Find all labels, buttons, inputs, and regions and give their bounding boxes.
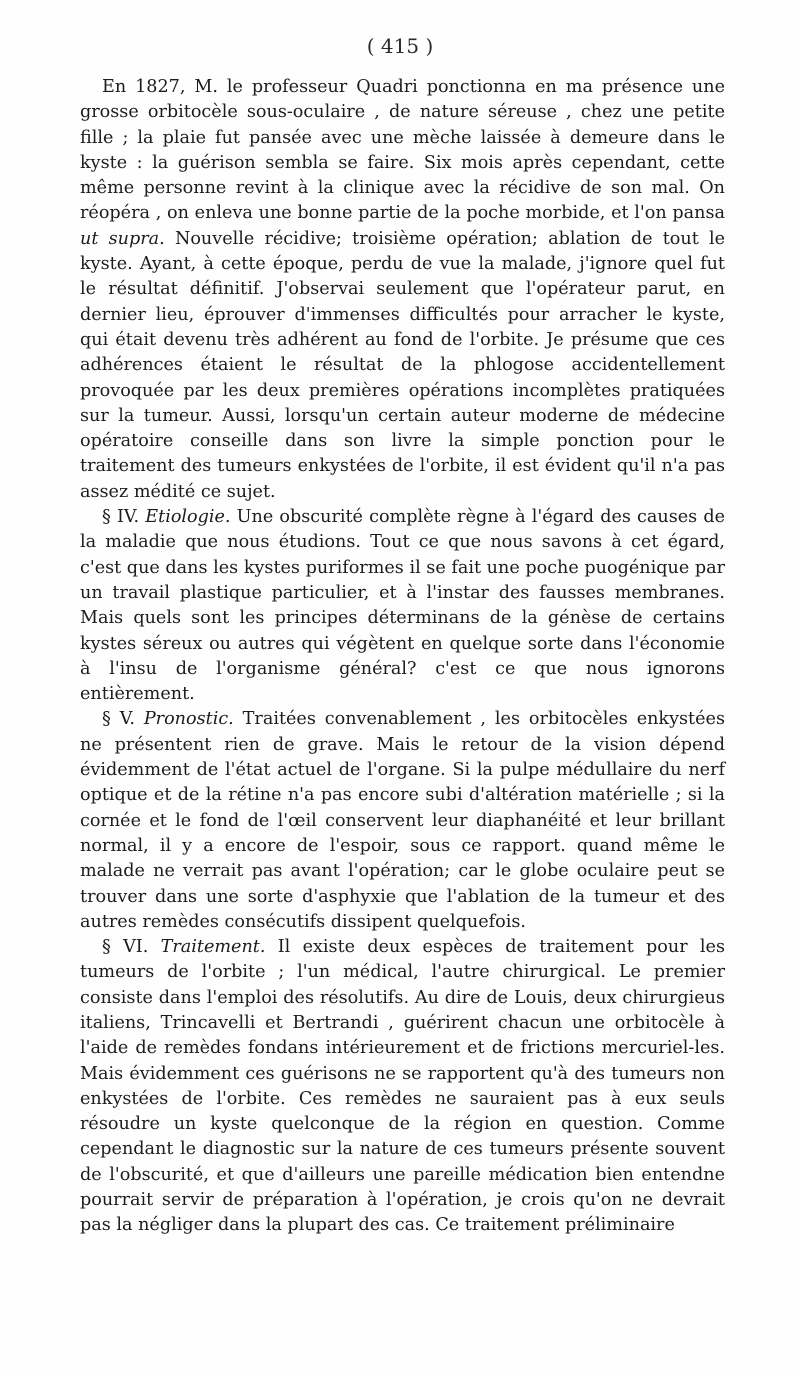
paragraph-pronostic [80, 707, 725, 935]
latin-phrase: ut supra. [80, 228, 165, 249]
text-body [80, 75, 725, 1239]
etiologie-text: Une obscurité complète règne à l'égard des causes de la maladie que nous étudions. Tout ce que nous savons à cet égard, c'est que dans les kystes puriformes il se fait une poche puogénique par un travail plastique particulier, et à l'instar des fausses membranes. Mais quels sont les principes déterminans de la génèse de certains kystes séreux ou autres qui végètent en quelque sorte dans l'économie à l'insu de l'organisme général? c'est ce que nous ignorons entièrement. [80, 507, 726, 705]
section-title-traitement: Traitement. [160, 937, 266, 958]
case-report-text-2: Nouvelle récidive; troisième opération; ablation de tout le kyste. Ayant, à cette époque, perdu de vue la malade, j'ignore quel fut le résultat définitif. J'observai seulement que l'opérateur parut, en dernier lieu, éprouver d'immenses difficultés pour arracher le kyste, qui était devenu très adhérent au fond de l'orbite. Je présume que ces adhérences étaient le résultat de la phlogose accidentellement provoquée par les deux premières opérations incomplètes pratiquées sur la tumeur. Aussi, lorsqu'un certain auteur moderne de médecine opératoire conseille dans son livre la simple ponction pour le traitement des tumeurs enkystées de l'orbite, il est évident qu'il n'a pas assez médité ce sujet. [80, 228, 726, 502]
paragraph-case-report [80, 75, 725, 505]
section-mark-iv: § IV. [102, 507, 140, 528]
traitement-text: Il existe deux espèces de traitement pour les tumeurs de l'orbite ; l'un médical, l'autre chirurgical. Le premier consiste dans l'emploi des résolutifs. Au dire de Louis, deux chirurgieus italiens, Trincavelli et Bertrandi , guérirent chacun une orbitocèle à l'aide de remèdes fondans intérieurement et de frictions mercuriel-les. Mais évidemment ces guérisons ne se rapportent qu'à des tumeurs non enkystées de l'orbite. Ces remèdes ne sauraient pas à eux seuls résoudre un kyste quelconque de la région en question. Comme cependant le diagnostic sur la nature de ces tumeurs présente souvent de l'obscurité, et que d'ailleurs une pareille médication bien entendne pourrait servir de préparation à l'opération, je crois qu'on ne devrait pas la négliger dans la plupart des cas. Ce traitement préliminaire [80, 937, 725, 1236]
section-title-pronostic: Pronostic. [143, 709, 234, 730]
section-title-etiologie: Etiologie. [145, 507, 231, 528]
case-report-text-1: En 1827, M. le professeur Quadri ponctionna en ma présence une grosse orbitocèle sous-oculaire , de nature séreuse , chez une petite fille ; la plaie fut pansée avec une mèche laissée à demeure dans le kyste : la guérison sembla se faire. Six mois après cependant, cette même personne revint à la clinique avec la récidive de son mal. On réopéra , on enleva une bonne partie de la poche morbide, et l'on pansa [80, 77, 725, 224]
page-number: ( 415 ) [366, 34, 434, 58]
paragraph-etiologie [80, 505, 725, 707]
pronostic-text: Traitées convenablement , les orbitocèles enkystées ne présentent rien de grave. Mais le retour de la vision dépend évidemment de l'état actuel de l'organe. Si la pulpe médullaire du nerf optique et de la rétine n'a pas encore subi d'altération matérielle ; si la cornée et le fond de l'œil conservent leur diaphanéité et leur brillant normal, il y a encore de l'espoir, sous ce rapport. quand même le malade ne verrait pas avant l'opération; car le globe oculaire peut se trouver dans une sorte d'asphyxie que l'ablation de la tumeur et des autres remèdes consécutifs dissipent quelquefois. [80, 709, 725, 932]
section-mark-v: § V. [102, 709, 135, 730]
paragraph-traitement [80, 935, 725, 1239]
section-mark-vi: § VI. [102, 937, 149, 958]
